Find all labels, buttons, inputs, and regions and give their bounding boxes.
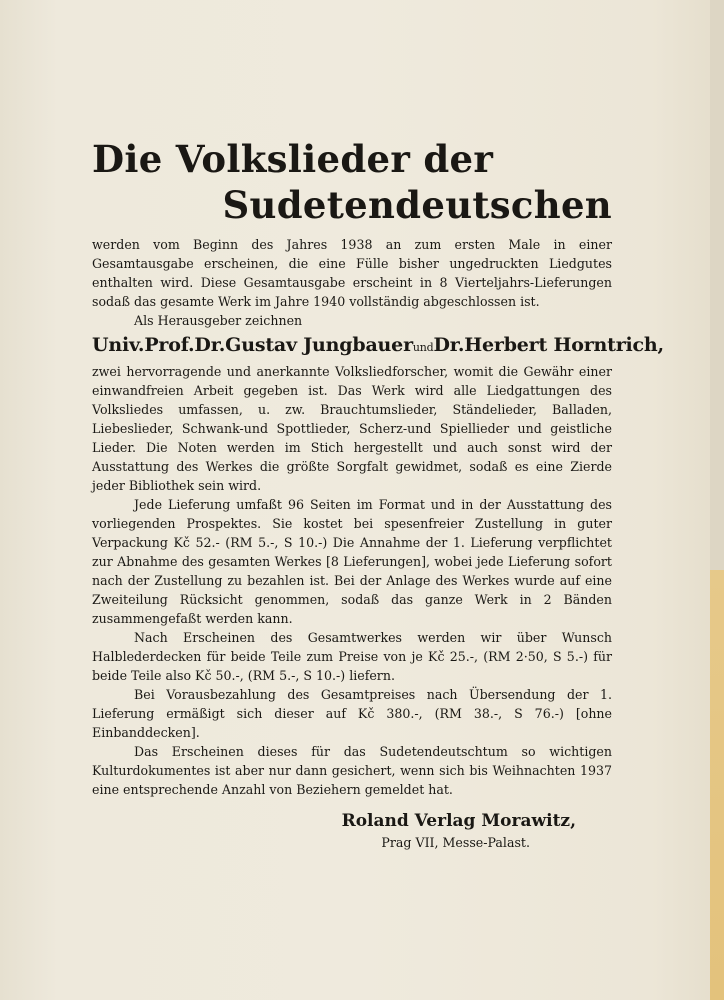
intro-paragraph: werden vom Beginn des Jahres 1938 an zum ersten Male in einer Gesamtausgabe erscheinen, die eine Fülle bisher ungedruckten Liedgutes enthalten wird. Diese Gesamtausgabe erscheint in 8 Vierteljahrs-Lieferungen sodaß das gesamte Werk im Jahre 1940 vollständig abgeschlossen ist. bbox=[92, 237, 612, 309]
editor-2: Dr.Herbert Horntrich, bbox=[433, 334, 664, 356]
editor-1: Univ.Prof.Dr.Gustav Jungbauer bbox=[92, 334, 413, 356]
editors-line bbox=[92, 331, 664, 362]
publisher-address: Prag VII, Messe-Palast. bbox=[381, 835, 530, 850]
editors-intro: Als Herausgeber zeichnen bbox=[134, 313, 303, 328]
editor-joiner: und bbox=[412, 341, 434, 354]
prospectus-sheet bbox=[92, 135, 664, 853]
signature-block bbox=[92, 809, 612, 853]
publisher-name: Roland Verlag Morawitz, bbox=[341, 811, 576, 831]
closing-paragraph: Das Erscheinen dieses für das Sudetendeutschtum so wichtigen Kulturdokumentes ist aber nur dann gesichert, wenn sich bis Weihnachten 1937 eine entsprechende Anzahl von Beziehern gemeldet hat. bbox=[92, 744, 612, 797]
title-line-1: Die Volkslieder der bbox=[92, 137, 494, 181]
page-edge-strip bbox=[710, 0, 724, 1000]
prepay-paragraph: Bei Vorausbezahlung des Gesamtpreises nach Übersendung der 1. Lieferung ermäßigt sich dieser auf Kč 380.-, (RM 38.-, S 76.-) [ohne Einbanddecken]. bbox=[92, 687, 612, 740]
editors-paragraph: zwei hervorragende und anerkannte Volksliedforscher, womit die Gewähr einer einwandfreien Arbeit gegeben ist. Das Werk wird alle Liedgattungen des Volksliedes umfassen, u. zw. Brauchtumslieder, Ständelieder, Balladen, Liebeslieder, Schwank-und Spottlieder, Scherz-und Spiellieder und geistliche Lieder. Die Noten werden im Stich hergestellt und auch sonst wird der Ausstattung des Werkes die größte Sorgfalt gewidmet, sodaß es eine Zierde jeder Bibliothek sein wird. bbox=[92, 364, 612, 493]
title-line-2: Sudetendeutschen bbox=[222, 183, 612, 227]
binding-paragraph: Nach Erscheinen des Gesamtwerkes werden wir über Wunsch Halblederdecken für beide Teile zum Preise von je Kč 25.-, (RM 2·50, S 5.-) für beide Teile also Kč 50.-, (RM 5.-, S 10.-) liefern. bbox=[92, 630, 612, 683]
delivery-paragraph: Jede Lieferung umfaßt 96 Seiten im Format und in der Ausstattung des vorliegenden Prospektes. Sie kostet bei spesenfreier Zustellung in guter Verpackung Kč 52.- (RM 5.-, S 10.-) Die Annahme der 1. Lieferung verpflichtet zur Abnahme des gesamten Werkes [8 Lieferungen], wobei jede Lieferung sofort nach der Zustellung zu bezahlen ist. Bei der Anlage des Werkes wurde auf eine Zweiteilung Rücksicht genommen, sodaß das ganze Werk in 2 Bänden zusammengefaßt werden kann. bbox=[92, 497, 612, 626]
